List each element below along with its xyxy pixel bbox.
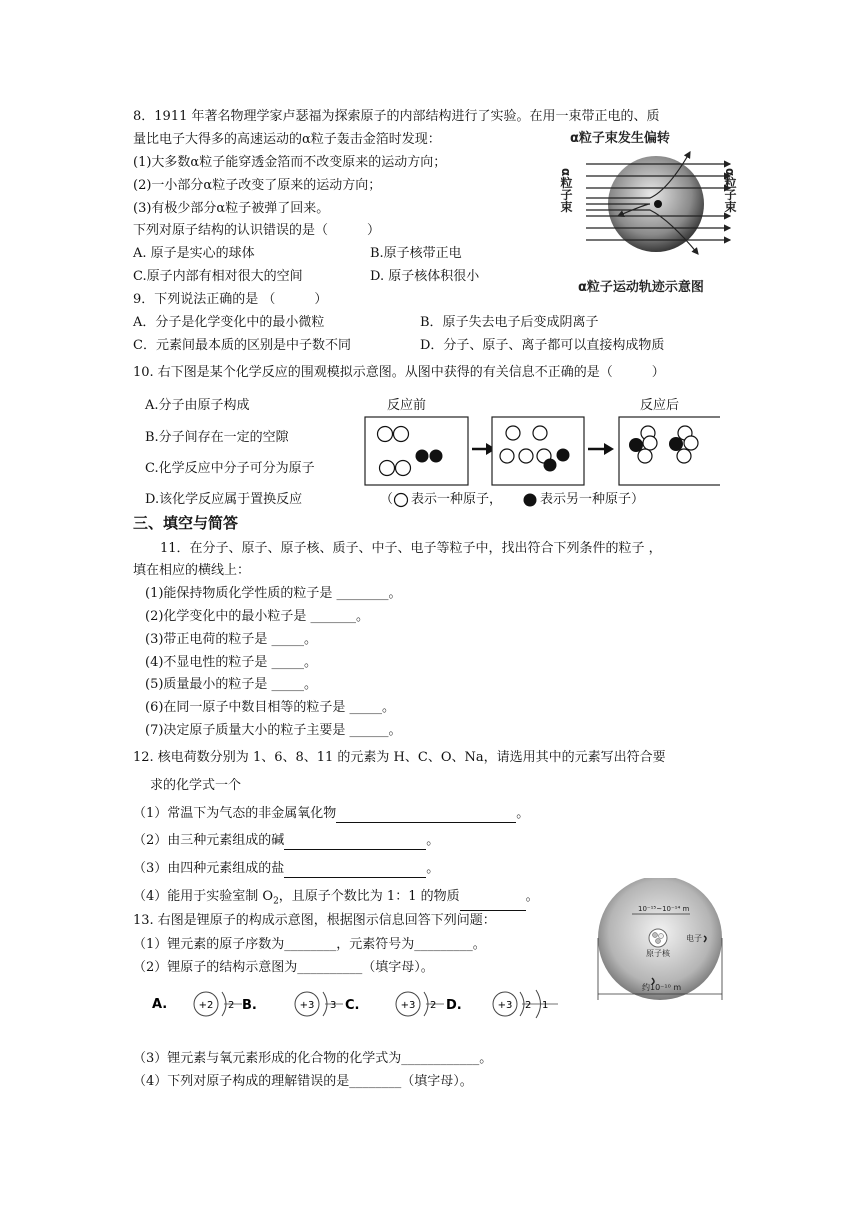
q10-option-a: A.分子由原子构成	[145, 398, 250, 413]
q8-option-b: B.原子核带正电	[370, 246, 462, 261]
rutherford-left-label: α粒子束	[559, 168, 573, 213]
q13-item-2: （2）锂原子的结构示意图为__________（填字母）。	[133, 960, 434, 975]
svg-text:B.: B.	[242, 998, 257, 1013]
q9-option-a: A．分子是化学变化中的最小微粒	[133, 315, 325, 330]
q8-option-d: D. 原子核体积很小	[370, 269, 480, 284]
option-c-diagram	[396, 992, 462, 1016]
svg-text:C.: C.	[345, 998, 360, 1013]
svg-text:D.: D.	[446, 998, 462, 1013]
rutherford-caption: α粒子运动轨迹示意图	[578, 280, 704, 295]
q12-line2: 求的化学式一个	[150, 778, 242, 793]
svg-text:+3: +3	[400, 1000, 416, 1011]
q11-item-2: (2)化学变化中的最小粒子是 _______。	[145, 609, 370, 624]
svg-text:A.: A.	[152, 997, 168, 1012]
q12-answer-2-blank[interactable]	[284, 836, 426, 850]
q10-option-d: D.该化学反应属于置换反应	[145, 492, 303, 507]
rutherford-right-label: α粒子束	[723, 168, 737, 213]
rutherford-figure	[558, 124, 743, 302]
label-before-reaction: 反应前	[387, 398, 427, 413]
q8-option-c: C.原子内部有相对很大的空间	[133, 269, 303, 284]
nucleus-label: 原子核	[646, 949, 670, 958]
q9-option-b: B．原子失去电子后变成阴离子	[420, 315, 599, 330]
q13-item-3: （3）锂元素与氧元素形成的化合物的化学式为____________。	[133, 1051, 493, 1066]
svg-text:+3: +3	[299, 1000, 315, 1011]
q12-item-2: （2）由三种元素组成的碱 。	[133, 833, 440, 848]
q9-option-d: D．分子、原子、离子都可以直接构成物质	[420, 338, 665, 353]
q13-item-1: （1）锂元素的原子序数为________，元素符号为_________。	[133, 937, 486, 952]
q11-item-1: (1)能保持物质化学性质的粒子是 ________。	[145, 586, 402, 601]
option-b-diagram	[295, 992, 359, 1016]
q13-stem: 13. 右图是锂原子的构成示意图，根据图示信息回答下列问题：	[133, 913, 496, 928]
electron-label: 电子	[686, 934, 702, 943]
svg-text:1: 1	[542, 1000, 549, 1011]
section-3-title: 三、填空与简答	[133, 514, 239, 532]
q11-item-6: (6)在同一原子中数目相等的粒子是 _____。	[145, 700, 396, 715]
q12-answer-1-blank[interactable]	[336, 809, 516, 823]
nucleus-icon	[649, 929, 667, 947]
rutherford-top-label: α粒子束发生偏转	[570, 131, 670, 146]
q12-item-4: （4）能用于实验室制 $O_2$，且原子个数比为 1：1 的物质 。	[133, 888, 539, 911]
reaction-diagram	[360, 415, 720, 490]
atom-structure-options	[150, 983, 570, 1025]
q11-line1: 11．在分子、原子、原子核、质子、中子、电子等粒子中，找出符合下列条件的粒子 ，	[160, 541, 662, 556]
legend-open-atom-icon	[393, 492, 409, 508]
q13-item-4: （4）下列对原子构成的理解错误的是________（填字母）。	[133, 1074, 473, 1089]
q10-option-c: C.化学反应中分子可分为原子	[145, 461, 315, 476]
q8-question: 下列对原子结构的认识错误的是（ ）	[133, 223, 381, 238]
q12-answer-4-blank[interactable]	[460, 897, 526, 911]
legend-filled-atom-icon	[522, 492, 538, 508]
q8-line2: 量比电子大得多的高速运动的α粒子轰击金箔时发现：	[133, 132, 441, 147]
q12-item-1: （1）常温下为气态的非金属氧化物 。	[133, 806, 530, 821]
q11-item-5: (5)质量最小的粒子是 _____。	[145, 677, 318, 692]
q8-option-a: A. 原子是实心的球体	[133, 246, 255, 261]
svg-text:+2: +2	[198, 1000, 214, 1011]
legend-text-b: 表示另一种原子）	[540, 492, 645, 507]
svg-text:2: 2	[525, 1000, 532, 1011]
svg-text:2: 2	[228, 1000, 235, 1011]
q12-item-3: （3）由四种元素组成的盐 。	[133, 861, 440, 876]
legend-text-a: 表示一种原子，	[411, 492, 503, 507]
atom-scale-label: 约10⁻¹⁰ m	[642, 983, 682, 992]
q10-option-b: B.分子间存在一定的空隙	[145, 430, 289, 445]
legend-open-paren: （	[380, 492, 394, 507]
option-d-diagram	[493, 990, 558, 1018]
q10-stem: 10. 右下图是某个化学反应的围观模拟示意图。从图中获得的有关信息不正确的是（ ）	[133, 365, 665, 380]
q11-item-3: (3)带正电荷的粒子是 _____。	[145, 632, 318, 647]
option-a-diagram	[152, 992, 257, 1016]
label-after-reaction: 反应后	[640, 398, 680, 413]
q11-item-7: (7)决定原子质量大小的粒子主要是 ______。	[145, 723, 402, 738]
before-box	[365, 417, 468, 485]
q8-observation-3: (3)有极少部分α粒子被弹了回来。	[133, 201, 330, 216]
q8-observation-1: (1)大多数α粒子能穿透金箔而不改变原来的运动方向；	[133, 155, 447, 170]
nucleus-scale-label: 10⁻¹⁵~10⁻¹⁴ m	[638, 905, 690, 913]
svg-text:+3: +3	[497, 1000, 513, 1011]
q8-observation-2: (2)一小部分α粒子改变了原来的运动方向；	[133, 178, 382, 193]
q11-line2: 填在相应的横线上：	[133, 563, 251, 578]
q11-item-4: (4)不显电性的粒子是 _____。	[145, 655, 318, 670]
q12-line1: 12. 核电荷数分别为 1、6、8、11 的元素为 H、C、O、Na，请选用其中的元素写出符合要	[133, 750, 666, 765]
svg-text:3: 3	[330, 1000, 337, 1011]
q12-answer-3-blank[interactable]	[284, 864, 426, 878]
nucleus-dot	[654, 200, 662, 208]
svg-text:2: 2	[430, 1000, 437, 1011]
q9-option-c: C．元素间最本质的区别是中子数不同	[133, 338, 351, 353]
q8-line1: 8．1911 年著名物理学家卢瑟福为探索原子的内部结构进行了实验。在用一束带正电的、质	[133, 109, 660, 124]
q9-stem: 9．下列说法正确的是 （ ）	[133, 292, 328, 307]
lithium-atom-figure	[592, 878, 730, 1010]
